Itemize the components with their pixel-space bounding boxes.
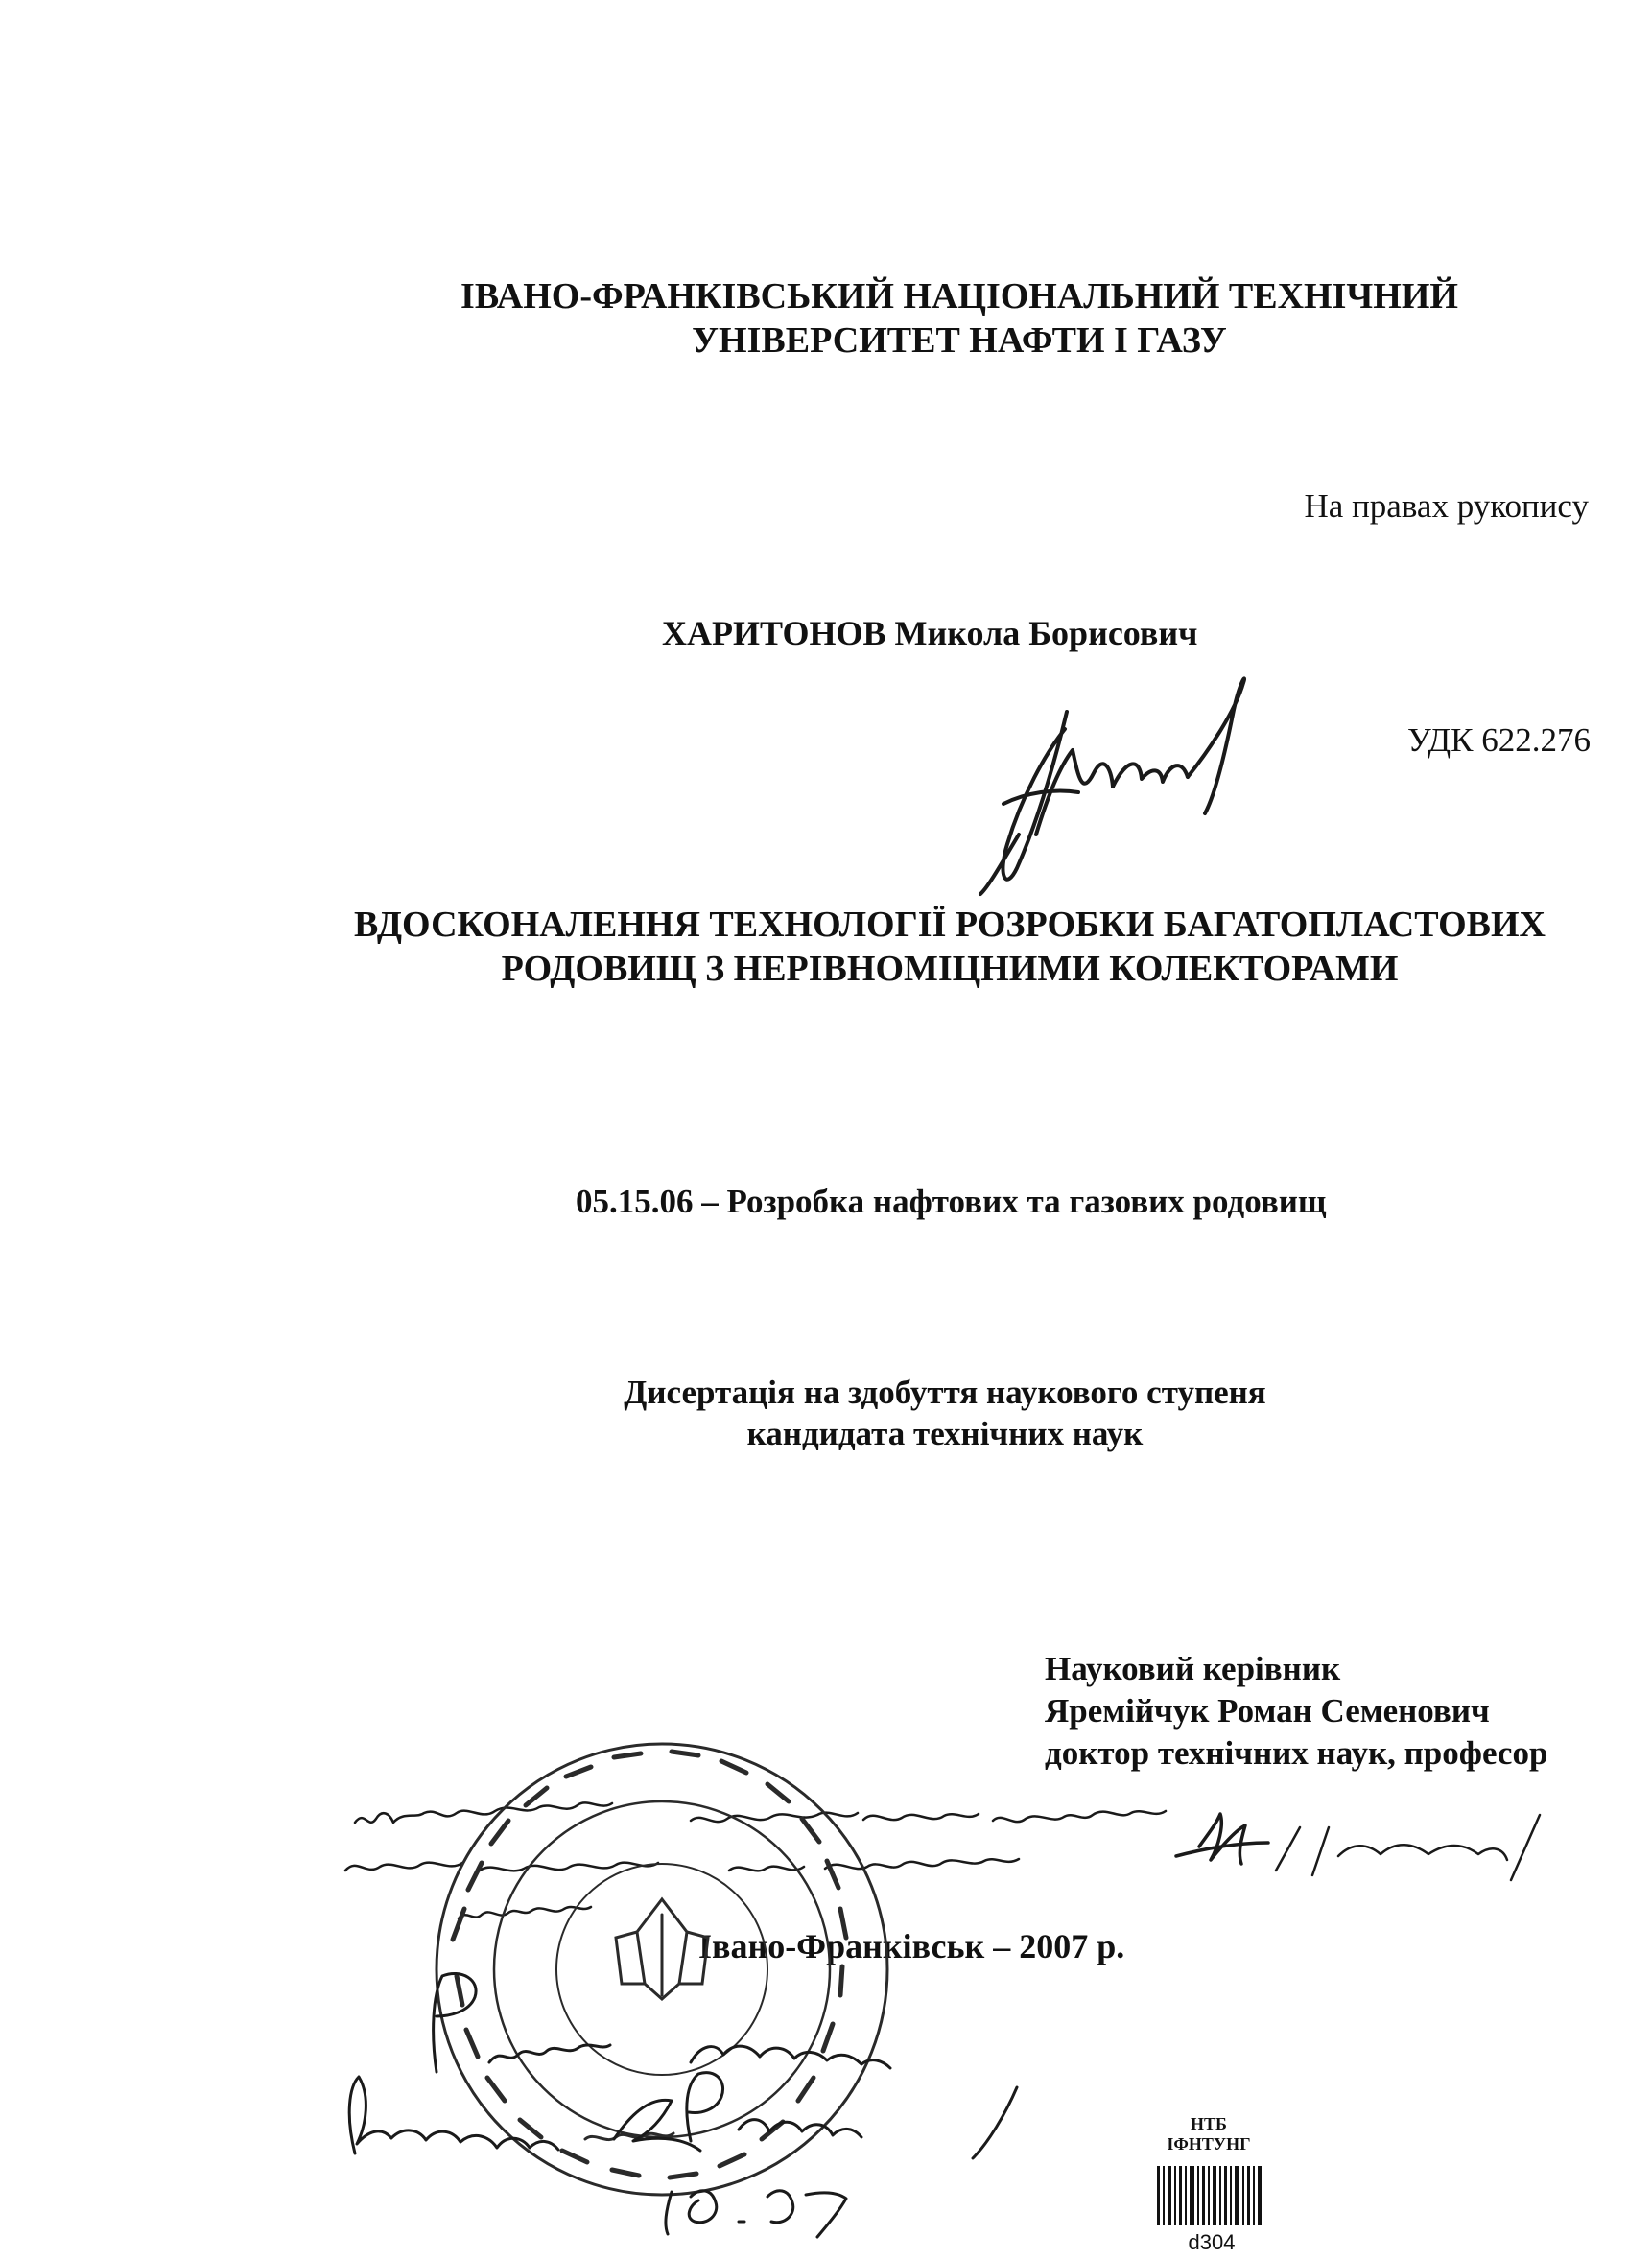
supervisor-block — [1045, 1648, 1547, 1774]
author-surname: ХАРИТОНОВ — [662, 614, 886, 652]
supervisor-name: Яремійчук Роман Семенович — [1045, 1691, 1490, 1730]
supervisor-role: Науковий керівник — [1045, 1650, 1341, 1687]
degree-statement — [499, 1373, 1391, 1454]
library-code: d304 — [1188, 2230, 1236, 2254]
signature-secretary-icon — [1176, 1814, 1268, 1864]
author-given-names: Микола Борисович — [894, 614, 1198, 652]
library-stamp-line-1: НТБ — [1191, 2114, 1227, 2133]
university-name-line-2: УНІВЕРСИТЕТ НАФТИ І ГАЗУ — [692, 320, 1227, 362]
handwritten-certification-note — [345, 1802, 1540, 1918]
university-name-line-1: ІВАНО-ФРАНКІВСЬКИЙ НАЦІОНАЛЬНИЙ ТЕХНІЧНИЙ — [460, 276, 1458, 317]
degree-statement-line-1: Дисертація на здобуття наукового ступеня — [624, 1374, 1266, 1411]
dissertation-title — [288, 903, 1612, 992]
signature-author-icon — [980, 678, 1244, 894]
author-name — [662, 613, 1197, 655]
dissertation-title-line-1: ВДОСКОНАЛЕННЯ ТЕХНОЛОГІЇ РОЗРОБКИ БАГАТОПЛАСТОВИХ — [354, 905, 1546, 945]
place-and-year: Івано-Франківськ – 2007 р. — [698, 1927, 1125, 1965]
library-stamp-line-2: ІФНТУНГ — [1167, 2133, 1251, 2153]
barcode-icon — [1157, 2166, 1262, 2225]
specialty: 05.15.06 – Розробка нафтових та газових родовищ — [576, 1183, 1327, 1220]
library-stamp — [1156, 2114, 1262, 2153]
degree-statement-line-2: кандидата технічних наук — [746, 1414, 1144, 1452]
supervisor-degree: доктор технічних наук, професор — [1045, 1733, 1548, 1772]
university-name — [288, 274, 1631, 364]
udk-code: УДК 622.276 — [1407, 721, 1591, 759]
official-seal-icon — [437, 1744, 887, 2195]
dissertation-title-line-2: РОДОВИЩ З НЕРІВНОМІЦНИМИ КОЛЕКТОРАМИ — [501, 949, 1399, 990]
signature-certifier-icon — [614, 2100, 700, 2151]
handwritten-signature-certification — [349, 1973, 1017, 2237]
manuscript-rights: На правах рукопису — [1304, 487, 1589, 525]
